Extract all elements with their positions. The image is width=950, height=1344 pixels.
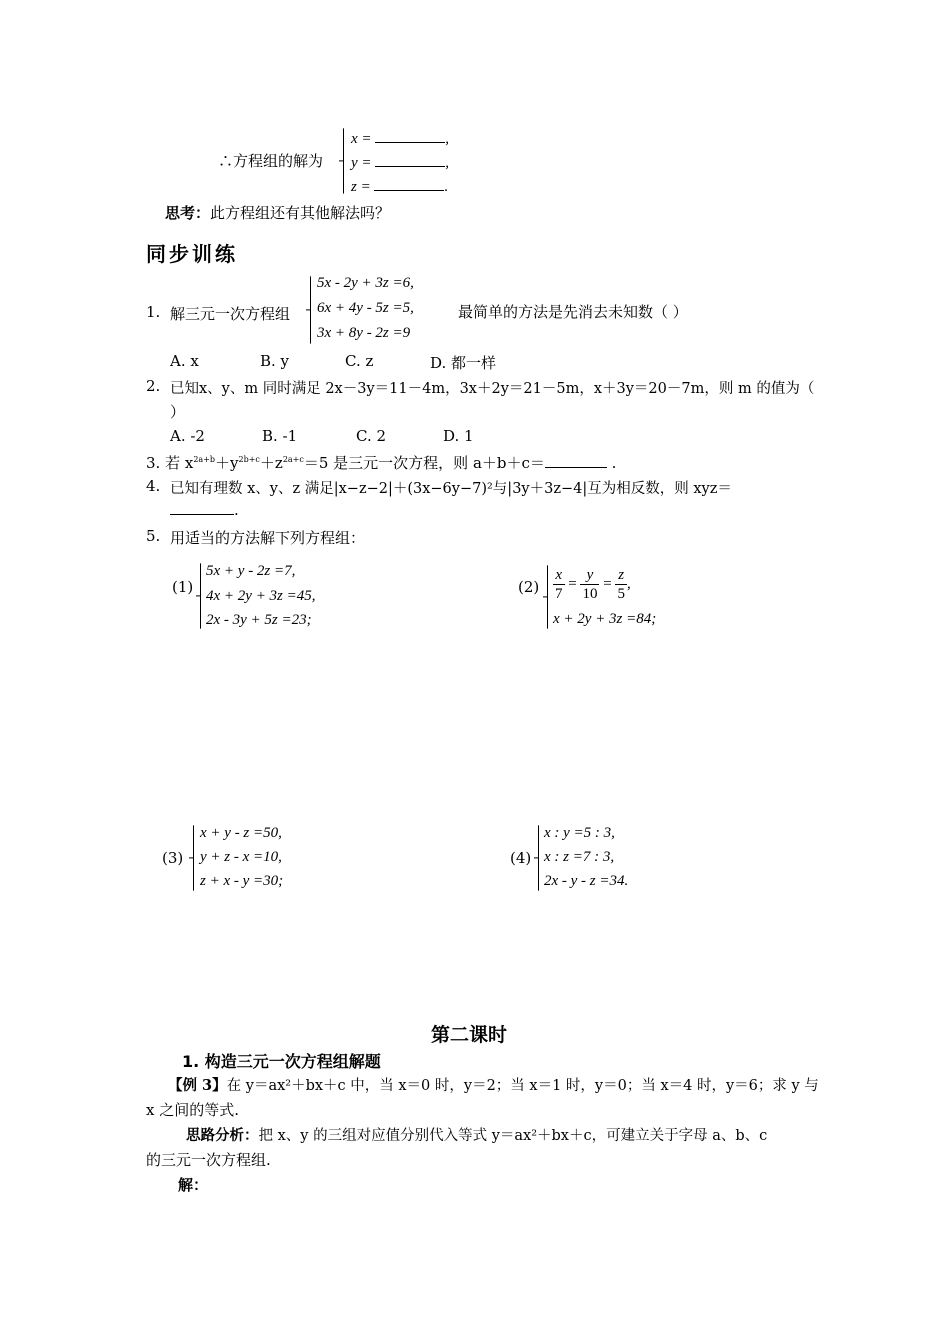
example-line1: 【例 3】在 y＝ax²＋bx＋c 中，当 x＝0 时，y＝2；当 x＝1 时，y＝0；当 x＝4 时，y＝6；求 y 与 [168,1077,819,1094]
q2-option-c: C. 2 [356,427,387,445]
q1-option-d: D. 都一样 [430,354,497,372]
thinking-text: 此方程组还有其他解法吗？ [210,204,391,222]
analysis-line2: 的三元一次方程组. [146,1151,271,1169]
sys2-label: (2) [518,578,540,596]
sys3-brace [193,825,194,891]
q4-line1: 已知有理数 x、y、z 满足|x−z−2|＋(3x−6y−7)²与|3y＋3z−4|互为相反数，则 xyz＝ [170,481,732,497]
q4-blank [170,500,234,515]
q2-option-d: D. 1 [443,427,474,445]
q2-line2: ） [170,403,186,421]
solution-line-x: x = , [351,128,449,148]
q1-option-b: B. y [260,352,290,370]
q1-eq3: 3x + 8y - 2z =9 [317,325,411,341]
sys2-brace [547,565,548,629]
q3-blank [545,453,607,468]
lesson2-subtitle: 1. 构造三元一次方程组解题 [182,1052,381,1071]
q4-line2: . [170,500,239,519]
q1-prefix: 解三元一次方程组 [170,305,291,323]
analysis-label: 思路分析： [186,1127,259,1144]
q5-text: 用适当的方法解下列方程组： [170,529,366,547]
solution-label: ∴方程组的解为 [218,152,324,170]
q1-option-a: A. x [170,352,199,370]
thinking-line [165,202,390,223]
sys1-label: (1) [172,578,194,596]
q2-option-a: A. -2 [170,427,205,445]
sys2-eq1: $\frac{x}{7}$ = $\frac{y}{10}$ = $\frac{z}{5}$ , [555,567,631,602]
example-label: 【例 3】 [168,1077,227,1094]
q4-number: 4. [146,477,161,495]
q1-option-c: C. z [345,352,374,370]
sys4-label: (4) [510,849,532,867]
sys4-brace [538,825,539,891]
section-title: 同步训练 [146,242,238,266]
sys4-eq3: 2x - y - z =34. [544,873,629,889]
sys1-eq3: 2x - 3y + 5z =23; [206,612,312,628]
sys1-eq2: 4x + 2y + 3z =45, [206,588,316,604]
q2-line1: 已知x、y、m 同时满足 2x－3y＝11－4m，3x＋2y＝21－5m，x＋3y＝20－7m，则 m 的值为（ [170,381,815,397]
example-line2: x 之间的等式. [146,1101,239,1119]
q1-brace [310,276,311,344]
sys2-eq2: x + 2y + 3z =84; [553,611,657,627]
sys1-eq1: 5x + y - 2z =7, [206,563,296,579]
q2-option-b: B. -1 [262,427,298,445]
analysis-line1: 思路分析：把 x、y 的三组对应值分别代入等式 y＝ax²＋bx＋c，可建立关于字母 a、b、c [186,1127,768,1144]
lesson2-title: 第二课时 [431,1024,508,1046]
q1-eq2: 6x + 4y - 5z =5, [317,300,414,316]
sys3-eq1: x + y - z =50, [200,825,282,841]
q1-eq1: 5x - 2y + 3z =6, [317,275,414,291]
q1-number: 1. [146,303,161,321]
q3-line: 3. 若 $x^{2a+b}+y^{2b+c}+z^{2a+c}=5$ 是三元一次方程，则 a＋b＋c＝ . [146,454,617,472]
sys3-label: (3) [162,849,184,867]
solution-line-y: y = , [351,152,449,172]
solution-brace [343,128,344,194]
sys3-eq2: y + z - x =10, [200,849,282,865]
q2-number: 2. [146,377,161,395]
q1-suffix: 最简单的方法是先消去未知数（ ） [458,303,688,321]
q5-number: 5. [146,527,161,545]
sys3-eq3: z + x - y =30; [200,873,284,889]
sys4-eq1: x : y =5 : 3, [544,825,615,841]
sys1-brace [200,563,201,629]
thinking-label: 思考： [165,204,211,222]
sys4-eq2: x : z =7 : 3, [544,849,615,865]
solution-line-z: z = . [351,176,448,196]
solution-heading: 解： [178,1176,209,1194]
